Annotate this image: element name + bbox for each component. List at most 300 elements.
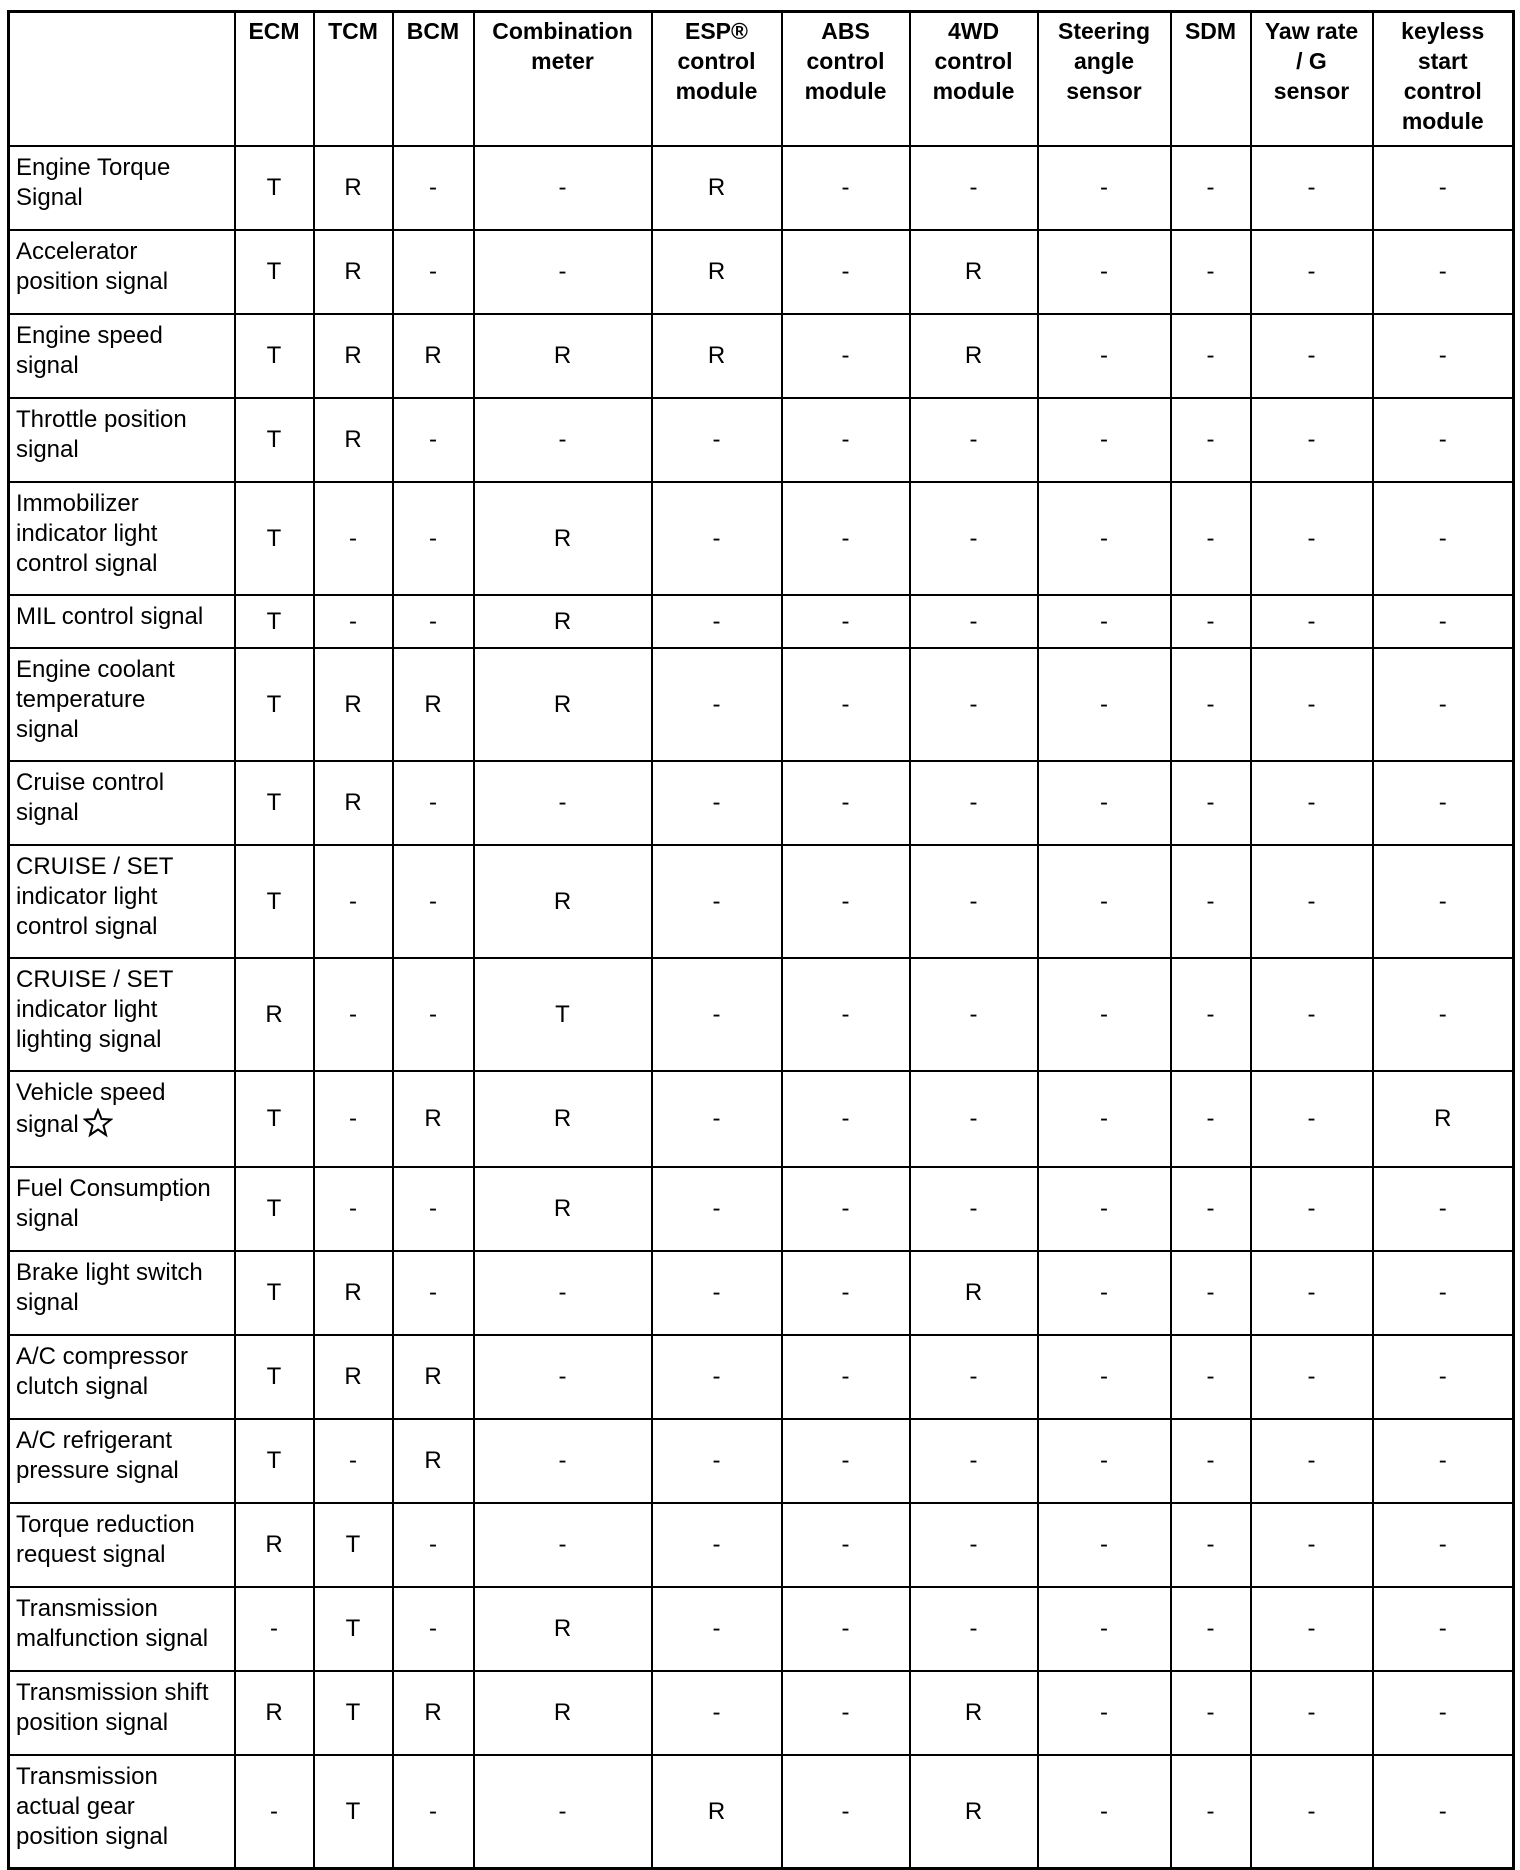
cell-keyless-start-control-module: - [1373, 482, 1514, 595]
cell-combination-meter: - [474, 1335, 652, 1419]
cell-sdm: - [1171, 482, 1251, 595]
column-header-line: module [932, 78, 1015, 104]
row-label-text: signal [16, 1111, 79, 1138]
cell-ecm: T [235, 648, 314, 761]
cell-combination-meter: - [474, 230, 652, 314]
cell-yaw-rate-g-sensor: - [1251, 482, 1373, 595]
row-label-line [16, 1204, 228, 1234]
cell-sdm: - [1171, 230, 1251, 314]
column-header-line: ECM [248, 18, 300, 44]
column-header-esp-control-module [652, 12, 782, 147]
cell-esp-control-module: - [652, 1167, 782, 1251]
cell-4wd-control-module: R [910, 1755, 1038, 1869]
cell-bcm: - [393, 958, 474, 1071]
cell-abs-control-module: - [782, 1503, 910, 1587]
cell-steering-angle-sensor: - [1038, 1251, 1171, 1335]
cell-combination-meter: R [474, 1671, 652, 1755]
cell-combination-meter: R [474, 482, 652, 595]
cell-keyless-start-control-module: - [1373, 1335, 1514, 1419]
column-header-line: 4WD [947, 18, 1000, 44]
row-label-text: A/C refrigerant [16, 1427, 173, 1454]
cell-steering-angle-sensor: - [1038, 1587, 1171, 1671]
row-label-text: Brake light switch [16, 1259, 203, 1286]
row-label-text: Accelerator [16, 238, 138, 265]
cell-4wd-control-module: R [910, 1671, 1038, 1755]
row-label [9, 761, 235, 845]
cell-bcm: - [393, 1587, 474, 1671]
cell-4wd-control-module: - [910, 1419, 1038, 1503]
cell-bcm: R [393, 1419, 474, 1503]
row-label-line [16, 183, 228, 213]
row-label-line [16, 489, 228, 519]
cell-keyless-start-control-module: - [1373, 1755, 1514, 1869]
cell-yaw-rate-g-sensor: - [1251, 761, 1373, 845]
row-label-line [16, 1258, 228, 1288]
cell-esp-control-module: - [652, 1503, 782, 1587]
cell-esp-control-module: - [652, 1071, 782, 1167]
cell-yaw-rate-g-sensor: - [1251, 648, 1373, 761]
row-label-line [16, 1678, 228, 1708]
column-header-steering-angle-sensor [1038, 12, 1171, 147]
cell-yaw-rate-g-sensor: - [1251, 595, 1373, 648]
row-label-line [16, 1792, 228, 1822]
cell-steering-angle-sensor: - [1038, 648, 1171, 761]
cell-combination-meter: R [474, 1071, 652, 1167]
cell-abs-control-module: - [782, 761, 910, 845]
row-label-line [16, 1372, 228, 1402]
column-header-line: Steering [1057, 18, 1151, 44]
row-label-text: Cruise control [16, 769, 165, 796]
cell-bcm: - [393, 146, 474, 230]
cell-4wd-control-module: R [910, 314, 1038, 398]
cell-bcm: - [393, 398, 474, 482]
row-label-text: Torque reduction [16, 1511, 195, 1538]
cell-4wd-control-module: R [910, 230, 1038, 314]
cell-abs-control-module: - [782, 595, 910, 648]
cell-keyless-start-control-module: - [1373, 1251, 1514, 1335]
cell-4wd-control-module: R [910, 1251, 1038, 1335]
cell-esp-control-module: - [652, 482, 782, 595]
cell-steering-angle-sensor: - [1038, 482, 1171, 595]
cell-yaw-rate-g-sensor: - [1251, 1251, 1373, 1335]
cell-steering-angle-sensor: - [1038, 1071, 1171, 1167]
row-label-line [16, 153, 228, 183]
row-label-text: A/C compressor [16, 1343, 189, 1370]
cell-sdm: - [1171, 845, 1251, 958]
row-label-line [16, 519, 228, 549]
signal-matrix-table [7, 10, 1515, 1870]
row-label-text: indicator light [16, 996, 158, 1023]
row-label-line [16, 549, 228, 579]
cell-combination-meter: - [474, 1503, 652, 1587]
cell-ecm: T [235, 761, 314, 845]
row-label-text: signal [16, 1289, 79, 1316]
cell-abs-control-module: - [782, 1071, 910, 1167]
row-label [9, 314, 235, 398]
table-row [9, 1071, 1514, 1167]
cell-ecm: - [235, 1755, 314, 1869]
cell-sdm: - [1171, 1335, 1251, 1419]
row-label-text: MIL control signal [16, 603, 204, 630]
cell-4wd-control-module: - [910, 845, 1038, 958]
row-label-line [16, 768, 228, 798]
cell-sdm: - [1171, 595, 1251, 648]
cell-esp-control-module: - [652, 1251, 782, 1335]
row-label-line [16, 798, 228, 828]
cell-bcm: - [393, 1167, 474, 1251]
cell-tcm: - [314, 845, 393, 958]
row-label-line [16, 1762, 228, 1792]
column-header-line: module [804, 78, 887, 104]
cell-ecm: T [235, 1167, 314, 1251]
row-label [9, 1587, 235, 1671]
cell-sdm: - [1171, 1671, 1251, 1755]
cell-bcm: R [393, 1671, 474, 1755]
row-label-text: Transmission [16, 1763, 158, 1790]
cell-abs-control-module: - [782, 230, 910, 314]
row-label-line [16, 267, 228, 297]
cell-steering-angle-sensor: - [1038, 1671, 1171, 1755]
cell-4wd-control-module: - [910, 398, 1038, 482]
cell-keyless-start-control-module: - [1373, 1167, 1514, 1251]
row-label-line [16, 1540, 228, 1570]
cell-combination-meter: R [474, 648, 652, 761]
cell-bcm: R [393, 648, 474, 761]
cell-steering-angle-sensor: - [1038, 845, 1171, 958]
cell-steering-angle-sensor: - [1038, 1167, 1171, 1251]
cell-yaw-rate-g-sensor: - [1251, 1335, 1373, 1419]
table-row [9, 1167, 1514, 1251]
row-label-text: Vehicle speed [16, 1079, 166, 1106]
row-label-line [16, 1342, 228, 1372]
table-row [9, 1419, 1514, 1503]
row-label-line [16, 912, 228, 942]
cell-esp-control-module: R [652, 1755, 782, 1869]
row-label-text: indicator light [16, 520, 158, 547]
cell-esp-control-module: - [652, 958, 782, 1071]
row-label-line [16, 1108, 228, 1140]
row-label-line [16, 1025, 228, 1055]
cell-ecm: T [235, 314, 314, 398]
row-label [9, 1503, 235, 1587]
cell-tcm: T [314, 1503, 393, 1587]
cell-steering-angle-sensor: - [1038, 1335, 1171, 1419]
cell-tcm: - [314, 958, 393, 1071]
cell-tcm: R [314, 230, 393, 314]
cell-yaw-rate-g-sensor: - [1251, 398, 1373, 482]
cell-keyless-start-control-module: - [1373, 1503, 1514, 1587]
cell-bcm: - [393, 1755, 474, 1869]
cell-tcm: T [314, 1671, 393, 1755]
row-label [9, 482, 235, 595]
cell-keyless-start-control-module: - [1373, 1587, 1514, 1671]
cell-keyless-start-control-module: - [1373, 761, 1514, 845]
table-row [9, 1503, 1514, 1587]
cell-bcm: - [393, 595, 474, 648]
row-label-line [16, 1078, 228, 1108]
cell-esp-control-module: - [652, 398, 782, 482]
table-row [9, 845, 1514, 958]
table-row [9, 398, 1514, 482]
row-label-text: Engine Torque [16, 154, 171, 181]
row-label-line [16, 1426, 228, 1456]
cell-esp-control-module: R [652, 230, 782, 314]
row-label-line [16, 1456, 228, 1486]
cell-esp-control-module: - [652, 1419, 782, 1503]
row-label-text: signal [16, 436, 79, 463]
cell-sdm: - [1171, 1503, 1251, 1587]
cell-abs-control-module: - [782, 1755, 910, 1869]
column-header-line: control [806, 48, 885, 74]
column-header-abs-control-module [782, 12, 910, 147]
row-label-text: pressure signal [16, 1457, 179, 1484]
row-label-line [16, 321, 228, 351]
cell-abs-control-module: - [782, 845, 910, 958]
row-label-line [16, 685, 228, 715]
row-label-text: control signal [16, 550, 158, 577]
row-label-text: indicator light [16, 883, 158, 910]
row-label [9, 595, 235, 648]
row-label-line [16, 237, 228, 267]
column-header-yaw-rate-g-sensor [1251, 12, 1373, 147]
row-label-text: Signal [16, 184, 83, 211]
row-label-text: Transmission shift [16, 1679, 209, 1706]
cell-ecm: T [235, 595, 314, 648]
cell-keyless-start-control-module: - [1373, 398, 1514, 482]
cell-tcm: T [314, 1755, 393, 1869]
table-row [9, 1335, 1514, 1419]
cell-sdm: - [1171, 1071, 1251, 1167]
row-label-line [16, 351, 228, 381]
cell-esp-control-module: - [652, 648, 782, 761]
row-label-text: position signal [16, 1823, 169, 1850]
cell-bcm: - [393, 230, 474, 314]
column-header-bcm [393, 12, 474, 147]
column-header-line: ESP® [685, 18, 748, 44]
row-label-text: CRUISE / SET [16, 966, 174, 993]
table-row [9, 1251, 1514, 1335]
row-label-line [16, 435, 228, 465]
cell-abs-control-module: - [782, 398, 910, 482]
cell-keyless-start-control-module: - [1373, 1671, 1514, 1755]
cell-yaw-rate-g-sensor: - [1251, 314, 1373, 398]
cell-yaw-rate-g-sensor: - [1251, 958, 1373, 1071]
column-header-line: module [1401, 108, 1484, 134]
cell-abs-control-module: - [782, 1587, 910, 1671]
row-label-text: control signal [16, 913, 158, 940]
cell-combination-meter: T [474, 958, 652, 1071]
column-header-line: keyless [1401, 18, 1485, 44]
row-label-text: lighting signal [16, 1026, 162, 1053]
column-header-line: ABS [821, 18, 870, 44]
row-label-text: signal [16, 352, 79, 379]
row-label [9, 1419, 235, 1503]
row-label [9, 398, 235, 482]
row-label [9, 845, 235, 958]
cell-keyless-start-control-module: R [1373, 1071, 1514, 1167]
cell-combination-meter: R [474, 1587, 652, 1671]
cell-keyless-start-control-module: - [1373, 146, 1514, 230]
row-label [9, 1671, 235, 1755]
table-row [9, 648, 1514, 761]
table-row [9, 482, 1514, 595]
row-label-line [16, 995, 228, 1025]
cell-sdm: - [1171, 146, 1251, 230]
cell-yaw-rate-g-sensor: - [1251, 845, 1373, 958]
cell-4wd-control-module: - [910, 761, 1038, 845]
cell-combination-meter: - [474, 1755, 652, 1869]
cell-bcm: - [393, 761, 474, 845]
row-label-line [16, 602, 228, 632]
cell-esp-control-module: - [652, 1587, 782, 1671]
cell-steering-angle-sensor: - [1038, 1503, 1171, 1587]
row-label [9, 1167, 235, 1251]
cell-tcm: - [314, 595, 393, 648]
cell-combination-meter: - [474, 761, 652, 845]
column-header-line: BCM [406, 18, 460, 44]
cell-yaw-rate-g-sensor: - [1251, 1671, 1373, 1755]
cell-sdm: - [1171, 761, 1251, 845]
row-label-text: malfunction signal [16, 1625, 209, 1652]
cell-bcm: R [393, 1335, 474, 1419]
cell-abs-control-module: - [782, 1251, 910, 1335]
column-header-line: control [677, 48, 756, 74]
row-label-line [16, 655, 228, 685]
cell-bcm: R [393, 314, 474, 398]
cell-ecm: R [235, 1503, 314, 1587]
cell-sdm: - [1171, 314, 1251, 398]
cell-steering-angle-sensor: - [1038, 958, 1171, 1071]
cell-tcm: R [314, 398, 393, 482]
cell-tcm: R [314, 648, 393, 761]
row-label [9, 1335, 235, 1419]
table-row [9, 1755, 1514, 1869]
cell-tcm: R [314, 1335, 393, 1419]
cell-abs-control-module: - [782, 314, 910, 398]
column-header-line: sensor [1273, 78, 1350, 104]
cell-combination-meter: - [474, 1251, 652, 1335]
star-icon [83, 1108, 113, 1138]
cell-abs-control-module: - [782, 1671, 910, 1755]
column-header-combination-meter [474, 12, 652, 147]
cell-ecm: T [235, 146, 314, 230]
cell-steering-angle-sensor: - [1038, 761, 1171, 845]
cell-ecm: T [235, 1335, 314, 1419]
cell-esp-control-module: - [652, 761, 782, 845]
cell-combination-meter: R [474, 1167, 652, 1251]
table-row [9, 761, 1514, 845]
cell-keyless-start-control-module: - [1373, 958, 1514, 1071]
cell-tcm: - [314, 1167, 393, 1251]
cell-tcm: R [314, 761, 393, 845]
cell-ecm: T [235, 1419, 314, 1503]
row-label-text: Throttle position [16, 406, 187, 433]
row-label-line [16, 882, 228, 912]
cell-steering-angle-sensor: - [1038, 398, 1171, 482]
table-row [9, 146, 1514, 230]
cell-steering-angle-sensor: - [1038, 314, 1171, 398]
table-row [9, 595, 1514, 648]
column-header-line: TCM [328, 18, 378, 44]
cell-yaw-rate-g-sensor: - [1251, 1755, 1373, 1869]
cell-keyless-start-control-module: - [1373, 648, 1514, 761]
row-label-text: Engine speed [16, 322, 163, 349]
cell-4wd-control-module: - [910, 1071, 1038, 1167]
cell-keyless-start-control-module: - [1373, 1419, 1514, 1503]
row-label [9, 1071, 235, 1167]
column-header-line: Yaw rate [1264, 18, 1359, 44]
column-header-line: Combination [492, 18, 633, 44]
cell-abs-control-module: - [782, 146, 910, 230]
cell-yaw-rate-g-sensor: - [1251, 1167, 1373, 1251]
row-label-text: Engine coolant [16, 656, 175, 683]
cell-yaw-rate-g-sensor: - [1251, 230, 1373, 314]
cell-esp-control-module: - [652, 1671, 782, 1755]
cell-4wd-control-module: - [910, 648, 1038, 761]
cell-keyless-start-control-module: - [1373, 314, 1514, 398]
table-row [9, 1587, 1514, 1671]
cell-sdm: - [1171, 958, 1251, 1071]
table-row [9, 1671, 1514, 1755]
cell-sdm: - [1171, 398, 1251, 482]
cell-tcm: R [314, 314, 393, 398]
table-body [9, 146, 1514, 1869]
cell-steering-angle-sensor: - [1038, 230, 1171, 314]
row-label-line [16, 715, 228, 745]
row-label-text: position signal [16, 1709, 169, 1736]
cell-keyless-start-control-module: - [1373, 845, 1514, 958]
row-label-line [16, 965, 228, 995]
cell-4wd-control-module: - [910, 146, 1038, 230]
row-label [9, 230, 235, 314]
cell-abs-control-module: - [782, 1419, 910, 1503]
column-header-sdm [1171, 12, 1251, 147]
row-label-line [16, 1822, 228, 1852]
column-header-line: angle [1073, 48, 1135, 74]
column-header-line: control [934, 48, 1013, 74]
cell-sdm: - [1171, 1167, 1251, 1251]
cell-esp-control-module: - [652, 1335, 782, 1419]
cell-ecm: T [235, 230, 314, 314]
cell-ecm: R [235, 958, 314, 1071]
cell-ecm: T [235, 1071, 314, 1167]
cell-yaw-rate-g-sensor: - [1251, 1587, 1373, 1671]
row-label-line [16, 1708, 228, 1738]
row-label-text: actual gear [16, 1793, 135, 1820]
cell-bcm: - [393, 482, 474, 595]
cell-ecm: - [235, 1587, 314, 1671]
row-label [9, 1755, 235, 1869]
cell-tcm: - [314, 1071, 393, 1167]
row-label-text: Transmission [16, 1595, 158, 1622]
cell-bcm: - [393, 1251, 474, 1335]
table-row [9, 230, 1514, 314]
column-header-line: meter [531, 48, 594, 74]
cell-abs-control-module: - [782, 482, 910, 595]
column-header-line: sensor [1066, 78, 1142, 104]
cell-ecm: R [235, 1671, 314, 1755]
cell-4wd-control-module: - [910, 1335, 1038, 1419]
cell-tcm: - [314, 482, 393, 595]
cell-abs-control-module: - [782, 1335, 910, 1419]
cell-combination-meter: R [474, 314, 652, 398]
cell-combination-meter: - [474, 1419, 652, 1503]
cell-4wd-control-module: - [910, 1167, 1038, 1251]
column-header-ecm [235, 12, 314, 147]
cell-ecm: T [235, 1251, 314, 1335]
row-label-text: temperature [16, 686, 146, 713]
column-header-line: start [1417, 48, 1468, 74]
